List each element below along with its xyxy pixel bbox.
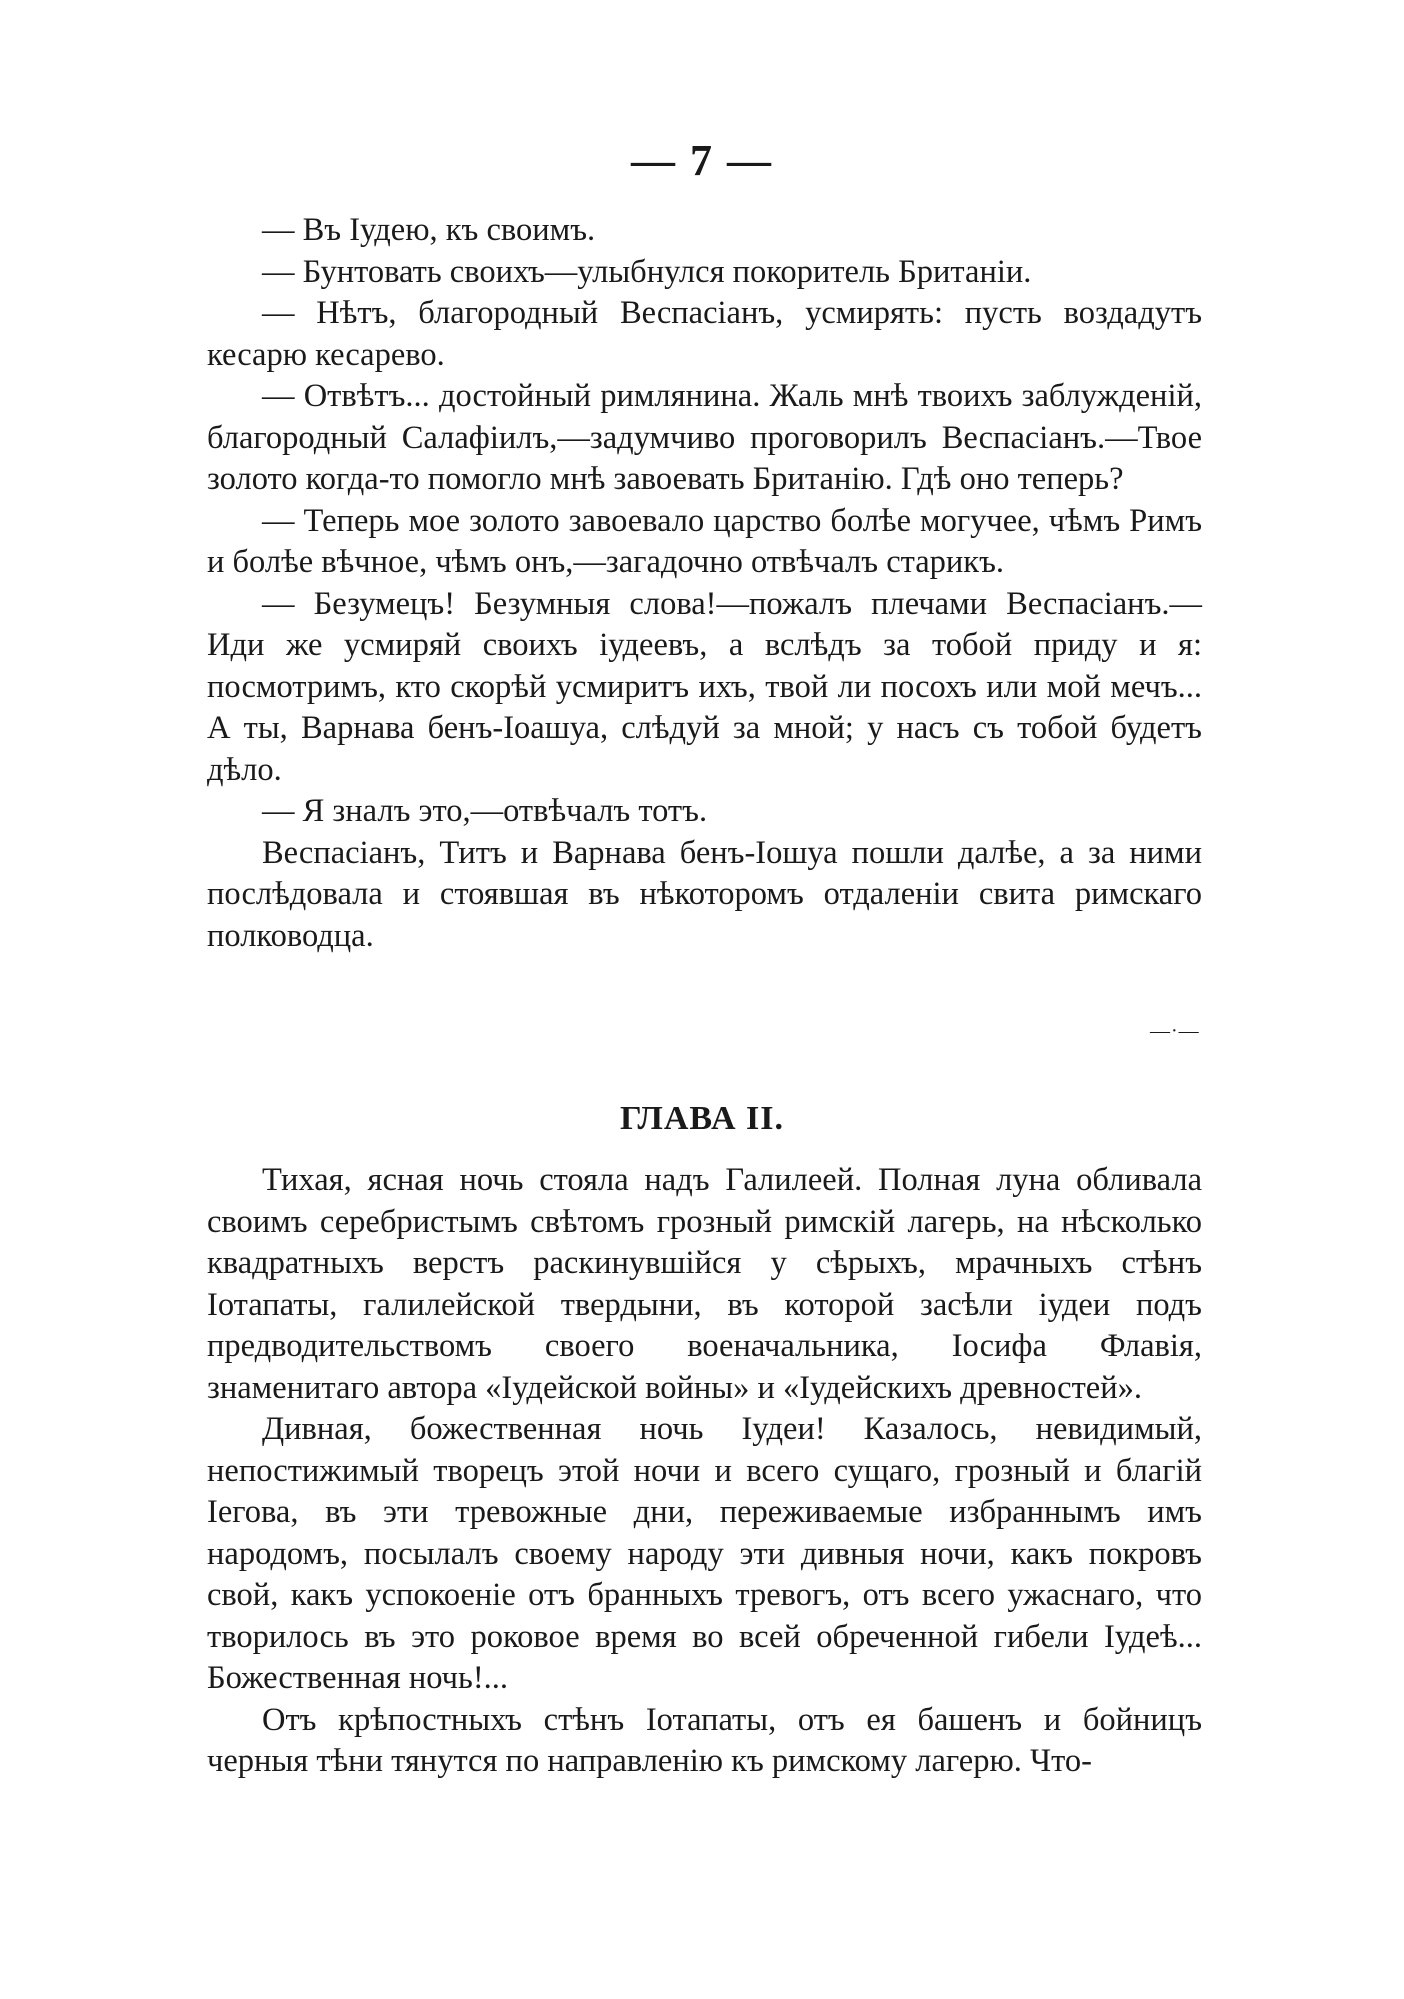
paragraph: — Въ Іудею, къ своимъ. xyxy=(262,212,596,248)
paragraph: Отъ крѣпостныхъ стѣнъ Іотапаты, отъ ея башенъ и бойницъ черныя тѣни тянутся по направленію къ римскому лагерю. Что- xyxy=(207,1701,1202,1779)
section-end-mark: —·— xyxy=(1150,1020,1200,1042)
dialogue-section xyxy=(207,210,1202,957)
paragraph: Веспасіанъ, Титъ и Варнава бенъ-Іошуа пошли далѣе, а за ними послѣдовала и стоявшая въ нѣкоторомъ отдаленіи свита римскаго полководца. xyxy=(207,834,1202,954)
paragraph: — Я зналъ это,—отвѣчалъ тотъ. xyxy=(262,793,708,829)
page-number: — 7 — xyxy=(631,136,773,185)
paragraph: Тихая, ясная ночь стояла надъ Галилеей. Полная луна обливала своимъ серебристымъ свѣтомъ грозный римскій лагерь, на нѣсколько квадратныхъ верстъ раскинувшійся у сѣрыхъ, мрачныхъ стѣнъ Іотапаты, галилейской твердыни, въ которой засѣли іудеи подъ предводительствомъ своего военачальника, Іосифа Флавія, знаменитаго автора «Іудейской войны» и «Іудейскихъ древностей». xyxy=(207,1162,1202,1406)
paragraph: — Бунтовать своихъ—улыбнулся покоритель Британіи. xyxy=(262,253,1032,290)
paragraph: Дивная, божественная ночь Іудеи! Казалось, невидимый, непостижимый творецъ этой ночи и всего сущаго, грозный и благій Іегова, въ эти тревожные дни, переживаемые избраннымъ имъ народомъ, посылалъ своему народу эти дивныя ночи, какъ покровъ свой, какъ успокоеніе отъ бранныхъ тревогъ, отъ всего ужаснаго, что творилось въ это роковое время во всей обреченной гибели Іудеѣ... Божественная ночь!... xyxy=(207,1411,1202,1696)
chapter-heading: ГЛАВА II. xyxy=(620,1100,784,1137)
paragraph: — Нѣтъ, благородный Веспасіанъ, усмирять: пусть воздадутъ кесарю кесарево. xyxy=(207,295,1202,373)
chapter-body xyxy=(207,1160,1202,1783)
paragraph: — Теперь мое золото завоевало царство болѣе могучее, чѣмъ Римъ и болѣе вѣчное, чѣмъ онъ,—загадочно отвѣчалъ старикъ. xyxy=(207,502,1202,580)
paragraph: — Безумецъ! Безумныя слова!—пожалъ плечами Веспасіанъ.—Иди же усмиряй своихъ іудеевъ, а вслѣдъ за тобой приду и я: посмотримъ, кто скорѣй усмиритъ ихъ, твой ли посохъ или мой мечъ... А ты, Варнава бенъ-Іоашуа, слѣдуй за мной; у насъ съ тобой будетъ дѣло. xyxy=(207,585,1202,788)
paragraph: — Отвѣтъ... достойный римлянина. Жаль мнѣ твоихъ заблужденій, благородный Салафіилъ,—задумчиво проговорилъ Веспасіанъ.—Твое золото когда-то помогло мнѣ завоевать Британію. Гдѣ оно теперь? xyxy=(207,378,1202,497)
